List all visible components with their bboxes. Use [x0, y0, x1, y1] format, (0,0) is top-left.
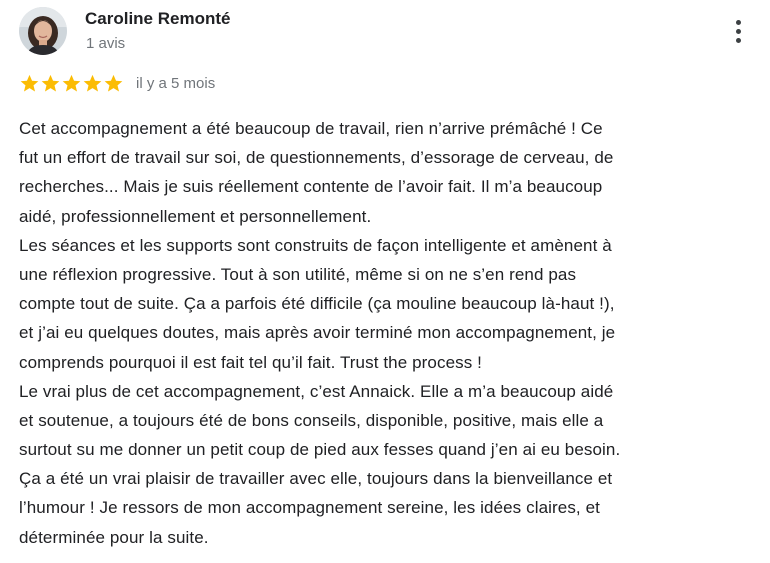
review-text-line: déterminée pour la suite. [19, 527, 209, 547]
star-icon [103, 73, 124, 94]
review-text-line: aidé, professionnellement et personnellement. [19, 206, 372, 226]
star-icon [40, 73, 61, 94]
review-text-line: surtout su me donner un petit coup de pied aux fesses quand j’en ai eu besoin. [19, 440, 621, 460]
star-rating [19, 73, 124, 94]
avatar-photo-icon [19, 7, 67, 55]
review-text-line: Les séances et les supports sont construits de façon intelligente et amènent à [19, 235, 612, 255]
review-text-line: une réflexion progressive. Tout à son utilité, même si on ne s’en rend pas [19, 264, 577, 284]
review-text-line: et soutenue, a toujours été de bons conseils, disponible, positive, mais elle a [19, 410, 604, 430]
rating-row [19, 72, 215, 94]
star-icon [19, 73, 40, 94]
more-options-button[interactable] [722, 14, 754, 48]
star-icon [61, 73, 82, 94]
author-name[interactable]: Caroline Remonté [85, 9, 231, 28]
avatar[interactable] [19, 7, 67, 55]
star-icon [82, 73, 103, 94]
review-text [19, 114, 759, 552]
review-text-line: fut un effort de travail sur soi, de questionnements, d’essorage de cerveau, de [19, 148, 614, 168]
author-review-count: 1 avis [86, 35, 126, 52]
review-text-line: Le vrai plus de cet accompagnement, c’est Annaick. Elle a m’a beaucoup aidé [19, 381, 614, 401]
review-text-line: l’humour ! Je ressors de mon accompagnement sereine, les idées claires, et [19, 498, 600, 518]
more-vert-icon [736, 38, 741, 43]
review-text-line: Ça a été un vrai plaisir de travailler avec elle, toujours dans la bienveillance et [19, 469, 613, 489]
review-text-line: comprends pourquoi il est fait tel qu’il fait. Trust the process ! [19, 352, 482, 372]
more-vert-icon [736, 20, 741, 25]
review-date: il y a 5 mois [136, 74, 216, 92]
review-text-line: et j’ai eu quelques doutes, mais après avoir terminé mon accompagnement, je [19, 323, 616, 343]
review-text-line: compte tout de suite. Ça a parfois été difficile (ça mouline beaucoup là-haut !), [19, 294, 615, 314]
review-text-line: Cet accompagnement a été beaucoup de travail, rien n’arrive prémâché ! Ce [19, 119, 603, 138]
review-text-line: recherches... Mais je suis réellement contente de l’avoir fait. Il m’a beaucoup [19, 177, 603, 197]
more-vert-icon [736, 29, 741, 34]
